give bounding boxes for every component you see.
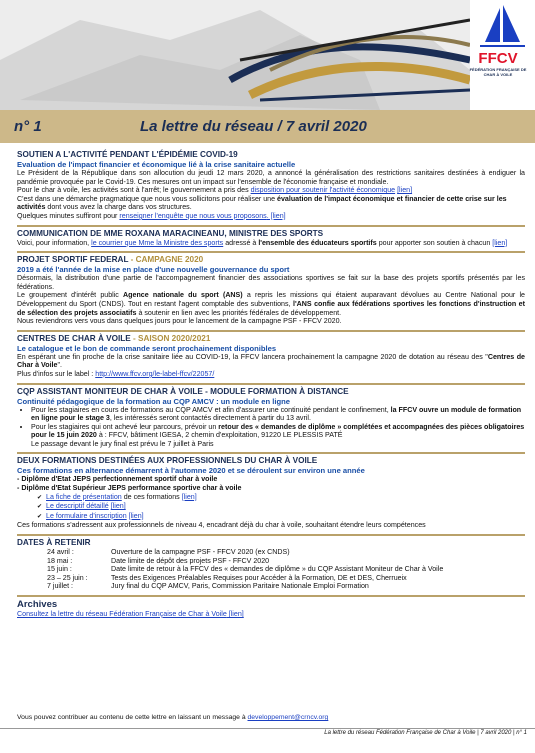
text: de ces formations bbox=[121, 492, 182, 501]
diploma-line: - Diplôme d'Etat Supérieur JEPS performance sportive char à voile bbox=[17, 484, 242, 493]
date-label: 15 juin : bbox=[47, 565, 72, 574]
paragraph bbox=[17, 212, 525, 221]
list-item bbox=[47, 502, 525, 512]
section-covid bbox=[17, 148, 525, 221]
dates-list bbox=[17, 548, 525, 591]
lien-link[interactable]: [lien] bbox=[128, 511, 144, 520]
date-text: Date limite de retour à la FFCV des « demandes de diplôme » du CQP Assistant Moniteur de Char à Voile bbox=[111, 565, 444, 574]
logo-subtitle: FÉDÉRATION FRANÇAISE DE CHAR À VOILE bbox=[469, 67, 527, 77]
text: Pour le char à voile, les activités sont à l'arrêt; le gouvernement a pris des bbox=[17, 186, 251, 195]
section-cqp bbox=[17, 383, 525, 449]
footer-divider bbox=[0, 728, 535, 729]
text: dont vous avez la charge dans vos structures. bbox=[45, 203, 192, 212]
list-item bbox=[31, 406, 525, 423]
section-subheading: Continuité pédagogique de la formation au CQP AMCV : un module en ligne bbox=[17, 396, 290, 406]
section-formations bbox=[17, 452, 525, 530]
date-label: 24 avril : bbox=[47, 548, 74, 557]
paragraph: Ces formations s'adressent aux professionnels de niveau 4, encadrant déjà du char à voile, souhaitant étendre leurs compétences bbox=[17, 521, 426, 530]
text: Pour les stagiaires qui ont achevé leur parcours, prévoir un bbox=[31, 422, 219, 431]
section-heading: SOUTIEN A L'ACTIVITÉ PENDANT L'ÉPIDÉMIE COVID-19 bbox=[17, 150, 238, 159]
heading-text: PROJET SPORTIF FEDERAL bbox=[17, 255, 131, 265]
section-ministre bbox=[17, 225, 525, 248]
paragraph bbox=[17, 239, 525, 248]
paragraph bbox=[17, 610, 525, 619]
heading-accent: - CAMPAGNE 2020 bbox=[130, 255, 204, 265]
bold-text: évaluation de l'impact économique et financier de cette crise sur les activités bbox=[17, 194, 507, 212]
text: C'est dans une démarche pragmatique que nous vous sollicitons pour réaliser une bbox=[17, 194, 278, 203]
descriptif-link[interactable]: Le descriptif détaillé bbox=[46, 502, 109, 511]
lien-link[interactable]: . [lien] bbox=[266, 211, 286, 220]
bold-text: l'ANS confie aux fédérations sportives les fonctions d'instruction et de sélection des projets associatifs bbox=[17, 299, 525, 317]
text: Plus d'infos sur le label : bbox=[17, 369, 96, 378]
section-heading: DEUX FORMATIONS DESTINÉES AUX PROFESSIONNELS DU CHAR À VOILE bbox=[17, 456, 318, 466]
text: Quelques minutes suffiront pour bbox=[17, 211, 120, 220]
bold-text: Centres de Char à Voile bbox=[17, 352, 525, 370]
lien-link[interactable]: [lien] bbox=[181, 492, 197, 501]
lien-link[interactable]: [lien] bbox=[226, 610, 244, 618]
section-heading bbox=[17, 538, 525, 548]
paragraph bbox=[17, 353, 525, 370]
heading-accent: - SAISON 2020/2021 bbox=[133, 333, 211, 343]
label-url-link[interactable]: http://www.ffcv.org/le-label-ffcv/22057/ bbox=[95, 369, 215, 378]
section-heading bbox=[17, 334, 525, 344]
date-label: 18 mai : bbox=[47, 556, 73, 565]
lien-link[interactable]: [lien] bbox=[110, 502, 126, 511]
logo-text: FFCV bbox=[478, 50, 518, 67]
list-item bbox=[47, 512, 525, 522]
header-banner bbox=[0, 0, 535, 110]
page-footer: La lettre du réseau Fédération Française de Char à Voile | 7 avril 2020 | n° 1 bbox=[324, 730, 527, 736]
presentation-link[interactable]: La fiche de présentation bbox=[46, 492, 122, 501]
email-link[interactable]: developpement@crncv.org bbox=[247, 714, 329, 721]
section-heading: COMMUNICATION DE MME ROXANA MARACINEANU, MINISTRE DES SPORTS bbox=[17, 228, 324, 238]
paragraph bbox=[17, 370, 525, 379]
text: pour apporter son soutien à chacun bbox=[376, 238, 493, 247]
issue-bar bbox=[0, 110, 535, 143]
bold-text: l'ensemble des éducateurs sportifs bbox=[258, 238, 377, 247]
lien-link[interactable]: [lien] bbox=[397, 186, 413, 195]
paragraph: Le Président de la République dans son allocution du jeudi 12 mars 2020, a annoncé la généralisation des restrictions sanitaires destinées à endiguer la pandémie provoquée par le Covid-19. Ces mesures ont un impact sur l'ensemble de l'économie française et mondiale. bbox=[17, 169, 525, 186]
heading-text: CENTRES DE CHAR À VOILE bbox=[17, 333, 134, 343]
text: Pour les stagiaires en cours de formations au CQP AMCV et afin d'assurer une continuité pendant le confinement, bbox=[31, 405, 391, 414]
paragraph: Le passage devant le jury final est prévu le 7 juillet à Paris bbox=[31, 439, 214, 448]
section-subheading: Evaluation de l'impact financier et économique lié à la crise sanitaire actuelle bbox=[17, 160, 296, 169]
courrier-link[interactable]: le courrier que Mme la Ministre des sports bbox=[91, 238, 224, 247]
section-subheading: Ces formations en alternance démarrent à l'automne 2020 et se déroulent sur environ une année bbox=[17, 466, 365, 476]
banner-graphic bbox=[0, 0, 535, 110]
section-heading bbox=[17, 255, 525, 265]
text: à soutenir en lien avec les priorités fédérales de développement. bbox=[136, 308, 342, 317]
check-list bbox=[17, 493, 525, 522]
date-text: Date limite de dépôt des projets PSF - FFCV 2020 bbox=[111, 556, 270, 565]
date-label: 23 – 25 juin : bbox=[47, 573, 88, 582]
text: Vous pouvez contribuer au contenu de cette lettre en laissant un message à bbox=[17, 714, 248, 721]
section-heading: Archives bbox=[17, 599, 58, 610]
text: Le groupement d'intérêt public bbox=[17, 291, 124, 300]
section-dates bbox=[17, 534, 525, 591]
list-item bbox=[47, 493, 525, 503]
list-item bbox=[31, 423, 525, 440]
paragraph: Désormais, la distribution d'une partie de l'accompagnement financier des associations sportives se fait sur la base des projets sportifs présentés par les fédérations. bbox=[17, 274, 525, 291]
text: a repris les missions qui étaient auparavant dévolues au Centre National pour le Développement du Sport (CNDS). Tout en restant l'agent comptable des subventions, bbox=[17, 291, 525, 308]
section-archives bbox=[17, 595, 525, 619]
text: ". bbox=[57, 361, 62, 370]
economic-support-link[interactable]: disposition pour soutenir l'activité économique bbox=[250, 186, 396, 195]
text: , les intéressés seront contactés directement à partir du 13 avril. bbox=[109, 414, 311, 423]
diploma-line: - Diplôme d'Etat JEPS perfectionnement sportif char à voile bbox=[17, 475, 218, 484]
paragraph: Nous reviendrons vers vous dans quelques jours pour le lancement de la campagne PSF - FFCV 2020. bbox=[17, 317, 342, 326]
text: adressé à bbox=[223, 238, 259, 247]
survey-link[interactable]: renseigner l'enquête que nous vous proposons bbox=[119, 211, 267, 220]
contact-note bbox=[17, 714, 328, 721]
date-text: Ouverture de la campagne PSF - FFCV 2020 (ex CNDS) bbox=[111, 548, 290, 557]
section-psf bbox=[17, 251, 525, 326]
paragraph bbox=[17, 186, 525, 195]
bullet-list bbox=[17, 406, 525, 440]
ffcv-logo bbox=[467, 50, 529, 77]
date-text: Tests des Exigences Préalables Requises pour Accéder à la Formation, DE et DES, Cherrueix bbox=[111, 573, 407, 582]
issue-number: n° 1 bbox=[14, 118, 42, 135]
paragraph bbox=[17, 195, 525, 212]
paragraph bbox=[17, 291, 525, 317]
main-content bbox=[17, 148, 525, 619]
date-label: 7 juillet : bbox=[47, 582, 74, 591]
archives-link[interactable]: Consultez la lettre du réseau Fédération Française de Char à Voile bbox=[17, 610, 227, 618]
inscription-link[interactable]: Le formulaire d'inscription bbox=[46, 511, 127, 520]
bold-text: la FFCV ouvre un module de formation en ligne pour le stage 3 bbox=[31, 405, 522, 423]
bold-text: retour des « demandes de diplôme » complétées et accompagnées des pièces obligatoires pour le 15 juin 2020 bbox=[31, 422, 525, 440]
lien-link[interactable]: [lien] bbox=[492, 238, 508, 247]
bold-text: Agence nationale du sport (ANS) bbox=[123, 291, 243, 300]
text: Voici, pour information, bbox=[17, 238, 92, 247]
text: En espérant une fin proche de la crise sanitaire liée au COVID-19, la FFCV lancera prochainement la campagne 2020 de dotation au réseau des " bbox=[17, 352, 488, 361]
section-subheading: Le catalogue et le bon de commande seront prochainement disponibles bbox=[17, 343, 277, 353]
section-centres bbox=[17, 330, 525, 379]
heading-text: DATES À RETENIR bbox=[17, 538, 91, 548]
text: à : FFCV, bâtiment IGESA, 2 chemin d'exploitation, 91220 LE PLESSIS PATÉ bbox=[96, 431, 343, 440]
date-text: Jury final du CQP AMCV, Paris, Commission Paritaire Nationale Emploi Formation bbox=[111, 582, 369, 591]
newsletter-title: La lettre du réseau / 7 avril 2020 bbox=[140, 118, 367, 135]
section-heading: CQP ASSISTANT MONITEUR DE CHAR À VOILE - MODULE FORMATION À DISTANCE bbox=[17, 386, 349, 396]
section-subheading: 2019 a été l'année de la mise en place d'une nouvelle gouvernance du sport bbox=[17, 265, 290, 275]
